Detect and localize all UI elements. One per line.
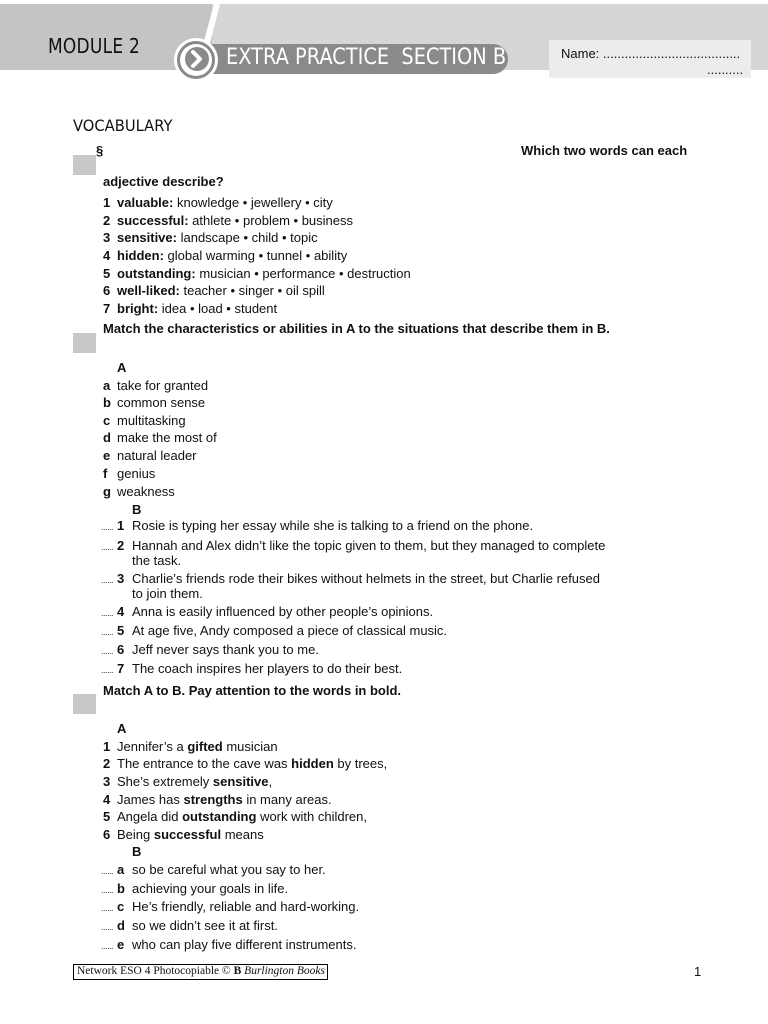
list-item xyxy=(103,739,278,754)
answer-blank[interactable]: ...... xyxy=(101,608,114,618)
item-text: common sense xyxy=(117,395,206,410)
item-text-continuation: to join them. xyxy=(132,586,203,601)
item-number: 4 xyxy=(117,604,125,619)
name-field[interactable]: Name: ...................................... xyxy=(561,46,741,61)
list-item xyxy=(103,395,205,410)
item-text: take for granted xyxy=(117,378,209,393)
item-text-end: musician xyxy=(222,739,278,754)
ex3-instruction: Match A to B. Pay attention to the words in bold. xyxy=(103,683,402,698)
list-item xyxy=(103,195,333,210)
item-keyword: sensitive xyxy=(212,774,269,789)
list-item xyxy=(103,248,347,263)
item-number: 1 xyxy=(103,739,111,754)
item-text: genius xyxy=(117,466,156,481)
item-text: Being xyxy=(117,827,154,842)
item-text: Rosie is typing her essay while she is talking to a friend on the phone. xyxy=(132,518,534,533)
answer-blank[interactable]: ...... xyxy=(101,665,114,675)
item-text: James has xyxy=(117,792,184,807)
item-text: so be careful what you say to her. xyxy=(132,862,326,877)
item-text: The entrance to the cave was xyxy=(117,756,292,771)
item-options: idea • load • student xyxy=(158,301,278,316)
item-text: She’s extremely xyxy=(117,774,213,789)
item-letter: g xyxy=(103,484,111,499)
item-number: 5 xyxy=(103,809,111,824)
item-text-end: by trees, xyxy=(333,756,388,771)
item-options: landscape • child • topic xyxy=(176,230,318,245)
item-text: At age five, Andy composed a piece of classical music. xyxy=(132,623,448,638)
ex1-instruction: Which two words can each xyxy=(521,143,688,158)
answer-blank[interactable]: ...... xyxy=(101,522,114,532)
footer-publisher-mark: B xyxy=(233,965,242,977)
ex3-column-a-label: A xyxy=(117,721,127,736)
item-text: He’s friendly, reliable and hard-working. xyxy=(132,899,360,914)
item-text: who can play five different instruments. xyxy=(132,937,357,952)
item-number: 5 xyxy=(117,623,125,638)
exercise-number-box xyxy=(73,333,96,353)
item-letter: d xyxy=(103,430,111,445)
item-adjective: successful: xyxy=(117,213,189,228)
page-number: 1 xyxy=(694,964,702,979)
footer-text: Network ESO 4 Photocopiable © xyxy=(77,965,234,977)
item-number: 6 xyxy=(117,642,125,657)
item-letter: b xyxy=(103,395,111,410)
list-item xyxy=(103,774,272,789)
name-field-continuation[interactable]: .......... xyxy=(707,62,744,77)
item-text-end: , xyxy=(268,774,273,789)
answer-blank[interactable]: ...... xyxy=(101,903,114,913)
module-title: MODULE 2 xyxy=(48,34,141,58)
list-item xyxy=(103,230,318,245)
item-number: 2 xyxy=(103,213,111,228)
list-item xyxy=(103,413,186,428)
list-item xyxy=(103,448,197,463)
list-item xyxy=(103,466,155,481)
item-options: knowledge • jewellery • city xyxy=(173,195,333,210)
item-number: 1 xyxy=(117,518,125,533)
item-letter: e xyxy=(117,937,125,952)
item-text: Angela did xyxy=(117,809,183,824)
item-text: multitasking xyxy=(117,413,186,428)
answer-blank[interactable]: ...... xyxy=(101,575,114,585)
item-options: musician • performance • destruction xyxy=(195,266,411,281)
item-keyword: hidden xyxy=(291,756,334,771)
item-number: 2 xyxy=(117,538,125,553)
item-adjective: hidden: xyxy=(117,248,164,263)
item-adjective: bright: xyxy=(117,301,159,316)
item-text: make the most of xyxy=(117,430,217,445)
section-title: EXTRA PRACTICE SECTION B xyxy=(226,45,507,70)
item-keyword: strengths xyxy=(183,792,243,807)
list-item xyxy=(103,301,277,316)
section-heading-vocabulary: VOCABULARY xyxy=(73,116,173,135)
item-options: global warming • tunnel • ability xyxy=(163,248,348,263)
item-letter: d xyxy=(117,918,125,933)
item-number: 3 xyxy=(103,774,111,789)
list-item xyxy=(103,756,387,771)
item-keyword: gifted xyxy=(187,739,223,754)
list-item xyxy=(103,213,353,228)
item-text-end: work with children, xyxy=(256,809,367,824)
item-text: Hannah and Alex didn’t like the topic given to them, but they managed to complete xyxy=(132,538,606,553)
item-text: Jeff never says thank you to me. xyxy=(132,642,319,657)
item-number: 1 xyxy=(103,195,111,210)
chevron-right-icon xyxy=(183,45,211,73)
item-number: 6 xyxy=(103,827,111,842)
exercise-number-box xyxy=(73,694,96,714)
item-text: Anna is easily influenced by other people’s opinions. xyxy=(132,604,434,619)
item-letter: a xyxy=(103,378,111,393)
answer-blank[interactable]: ...... xyxy=(101,542,114,552)
exercise-number-box xyxy=(73,155,96,175)
item-letter: c xyxy=(103,413,111,428)
item-text: Jennifer’s a xyxy=(117,739,188,754)
item-text: weakness xyxy=(117,484,175,499)
footer-copyright xyxy=(77,965,325,977)
ex3-column-b-label: B xyxy=(132,844,142,859)
list-item xyxy=(103,809,367,824)
item-text: so we didn’t see it at first. xyxy=(132,918,278,933)
list-item xyxy=(103,430,217,445)
item-adjective: valuable: xyxy=(117,195,174,210)
ex2-column-b-label: B xyxy=(132,502,142,517)
answer-blank[interactable]: ...... xyxy=(101,922,114,932)
list-item xyxy=(103,827,264,842)
list-item xyxy=(103,283,325,298)
list-item xyxy=(103,378,208,393)
item-letter: c xyxy=(117,899,125,914)
item-keyword: successful xyxy=(153,827,222,842)
item-adjective: well-liked: xyxy=(117,283,180,298)
item-options: teacher • singer • oil spill xyxy=(179,283,325,298)
item-number: 3 xyxy=(117,571,125,586)
item-number: 2 xyxy=(103,756,111,771)
item-text-continuation: the task. xyxy=(132,553,182,568)
answer-blank[interactable]: ...... xyxy=(101,866,114,876)
item-keyword: outstanding xyxy=(182,809,257,824)
ex1-instruction-cont: adjective describe? xyxy=(103,174,224,189)
item-number: 7 xyxy=(117,661,125,676)
ex1-symbol: § xyxy=(96,143,104,158)
answer-blank[interactable]: ...... xyxy=(101,885,114,895)
answer-blank[interactable]: ...... xyxy=(101,627,114,637)
list-item xyxy=(103,484,175,499)
item-number: 7 xyxy=(103,301,111,316)
footer-publisher: Burlington Books xyxy=(241,965,325,977)
answer-blank[interactable]: ...... xyxy=(101,941,114,951)
ex2-instruction: Match the characteristics or abilities in A to the situations that describe them in B. xyxy=(103,321,610,336)
item-number: 5 xyxy=(103,266,111,281)
item-adjective: outstanding: xyxy=(117,266,196,281)
list-item xyxy=(103,266,411,281)
answer-blank[interactable]: ...... xyxy=(101,646,114,656)
item-letter: b xyxy=(117,881,125,896)
item-text: The coach inspires her players to do their best. xyxy=(132,661,403,676)
item-letter: a xyxy=(117,862,125,877)
item-adjective: sensitive: xyxy=(117,230,177,245)
item-text: natural leader xyxy=(117,448,197,463)
item-number: 3 xyxy=(103,230,111,245)
ex2-column-a-label: A xyxy=(117,360,127,375)
item-number: 4 xyxy=(103,792,111,807)
item-text-end: in many areas. xyxy=(242,792,332,807)
item-number: 4 xyxy=(103,248,111,263)
item-letter: e xyxy=(103,448,111,463)
list-item xyxy=(103,792,332,807)
item-letter: f xyxy=(103,466,108,481)
item-text-end: means xyxy=(221,827,264,842)
item-options: athlete • problem • business xyxy=(188,213,354,228)
item-number: 6 xyxy=(103,283,111,298)
item-text: Charlie’s friends rode their bikes without helmets in the street, but Charlie refused xyxy=(132,571,600,586)
item-text: achieving your goals in life. xyxy=(132,881,289,896)
